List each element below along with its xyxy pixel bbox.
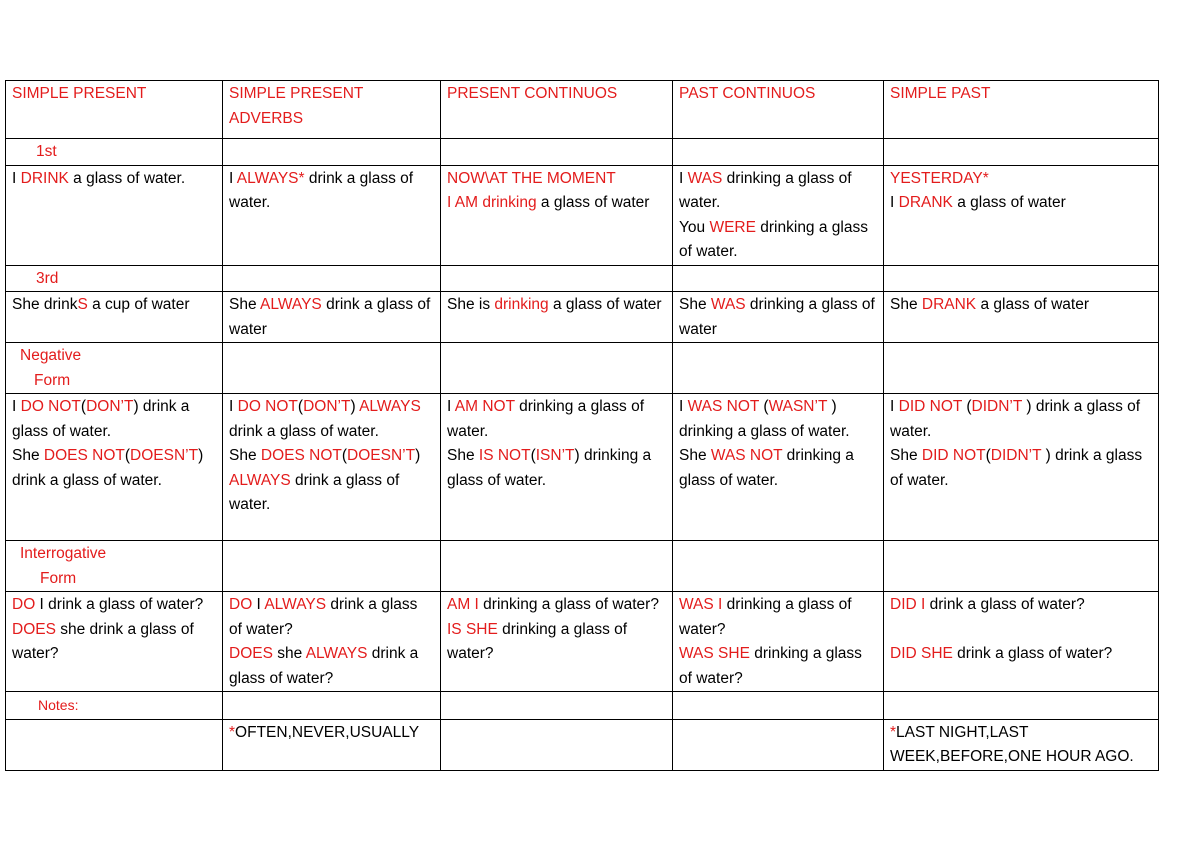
section-label-cell [6, 692, 223, 720]
keyword: ALWAYS [305, 645, 368, 662]
keyword: DOESN’T [130, 447, 199, 464]
text-segment: ( [80, 398, 87, 415]
example-cell [441, 592, 673, 692]
sentence-line [679, 395, 877, 444]
example-cell [441, 394, 673, 541]
sentence-line [229, 593, 434, 642]
text-segment: She [679, 296, 711, 313]
keyword: DOES [229, 645, 273, 662]
keyword: DON’T [303, 398, 351, 415]
sentence-line [12, 395, 216, 444]
text-segment: ( [124, 447, 131, 464]
keyword: S [77, 296, 88, 313]
section-label-negative: Negative [20, 347, 82, 364]
sentence-line [229, 167, 434, 216]
text-segment: drinking a glass of water? [679, 596, 852, 638]
text-segment: You [679, 218, 710, 236]
sentence-line [447, 444, 666, 493]
sentence-line [890, 721, 1152, 770]
text-segment: ( [530, 447, 536, 464]
sentence-line [447, 721, 666, 746]
keyword: drinking [494, 296, 549, 313]
section-label-interrogative: Interrogative [20, 545, 107, 562]
keyword: I [447, 194, 455, 211]
keyword: DID SHE [890, 645, 953, 662]
text-segment: She [229, 296, 261, 313]
text-segment: drink a glass of water? [229, 596, 418, 638]
text-segment: ) [350, 398, 360, 415]
section-label-interrogative-form: Form [40, 569, 77, 587]
sentence-line [679, 593, 877, 642]
keyword: DRANK [921, 296, 977, 313]
sentence-line [679, 444, 877, 493]
text-segment: She [229, 447, 261, 464]
keyword: * [229, 723, 236, 741]
sentence-line [890, 191, 1152, 216]
text-segment: ) drink a glass of water. [890, 447, 1143, 489]
example-cell [6, 292, 223, 343]
notes-cell [673, 719, 884, 770]
keyword: ISN’T [535, 447, 575, 464]
keyword: WAS NOT [710, 447, 783, 464]
text-segment: drinking a glass of water. [679, 447, 854, 489]
text-segment: I [679, 169, 688, 187]
sentence-line [447, 395, 666, 444]
text-segment: drink a glass of water [229, 296, 431, 338]
example-cell [223, 165, 441, 265]
text-segment: she drink a glass of water? [12, 620, 194, 662]
text-segment: She [12, 447, 44, 464]
text-segment: ) drinking a glass of water. [447, 447, 652, 489]
example-cell [223, 394, 441, 541]
example-cell [884, 592, 1159, 692]
sentence-line [679, 721, 877, 746]
text-segment: drinking a glass of water? [478, 596, 659, 613]
header-past-continuous: PAST CONTINUOS [673, 81, 884, 139]
sentence-line [447, 618, 666, 667]
sentence-line [447, 593, 666, 618]
text-segment: a glass of water [548, 296, 662, 313]
sentence-line [229, 293, 434, 342]
section-label-negative-form: Form [34, 371, 71, 389]
sentence-line [12, 167, 216, 192]
text-segment: drinking a glass of water. [679, 169, 852, 211]
keyword: IS NOT [478, 447, 531, 464]
text-segment: she [272, 645, 306, 662]
header-present-continuous: PRESENT CONTINUOS [441, 81, 673, 139]
notes-cell [441, 719, 673, 770]
text-segment: a glass of water. [68, 169, 186, 187]
keyword: DIDN’T [990, 447, 1042, 464]
section-row-first-person [6, 139, 1159, 166]
keyword: DO NOT [20, 398, 81, 415]
text-segment: ( [341, 447, 348, 464]
example-cell [673, 592, 884, 692]
section-row-third-person [6, 265, 1159, 292]
keyword: ALWAYS [229, 471, 291, 489]
example-cell [441, 165, 673, 265]
sentence-line [890, 444, 1152, 493]
example-cell [6, 165, 223, 265]
interrogative-row [6, 592, 1159, 692]
keyword: DRINK [20, 169, 69, 187]
text-segment: I [447, 398, 455, 415]
section-label-cell [6, 139, 223, 166]
example-cell [223, 592, 441, 692]
text-segment: ( [759, 398, 769, 415]
text-segment: drinking a glass of water. [679, 218, 868, 260]
text-segment: ) drink a glass of water. [12, 398, 190, 440]
section-row-notes [6, 692, 1159, 720]
negative-row [6, 394, 1159, 541]
example-cell [884, 394, 1159, 541]
sentence-line [229, 642, 434, 691]
keyword: AM I [447, 596, 479, 613]
text-segment: ( [985, 447, 991, 464]
keyword: AM NOT [454, 398, 515, 415]
example-cell [441, 292, 673, 343]
section-label-cell [6, 541, 223, 592]
keyword: DOES [12, 620, 56, 638]
text-segment: ( [962, 398, 972, 415]
keyword: DIDN’T [971, 398, 1023, 415]
text-segment: She drink [12, 296, 78, 313]
keyword: DOES NOT [260, 447, 342, 464]
section-label-third-person: 3rd [36, 269, 59, 287]
keyword: DO NOT [237, 398, 298, 415]
example-cell [6, 394, 223, 541]
notes-cell [884, 719, 1159, 770]
sentence-line [679, 167, 877, 216]
sentence-line [890, 395, 1152, 444]
sentence-line [229, 721, 434, 746]
third-person-row [6, 292, 1159, 343]
tense-comparison-table [5, 80, 1159, 771]
text-segment: She is [447, 296, 495, 313]
first-person-row [6, 165, 1159, 265]
text-segment: She [679, 447, 711, 464]
sentence-line [229, 444, 434, 518]
keyword: DID NOT [921, 447, 986, 464]
text-segment: I [890, 398, 899, 415]
header-simple-present-adverbs: SIMPLE PRESENT ADVERBS [223, 81, 441, 139]
sentence-line [679, 642, 877, 691]
text-segment: She [890, 447, 922, 464]
text-segment: a glass of water [536, 194, 650, 211]
example-cell [673, 394, 884, 541]
text-segment: drink a glass of water. [229, 422, 379, 440]
text-segment: ) drink a glass of water. [12, 447, 204, 489]
sentence-line [12, 293, 216, 318]
text-segment: drink a glass of water? [229, 645, 419, 687]
keyword: ALWAYS [260, 296, 322, 313]
text-segment: drink a glass of water. [229, 169, 414, 211]
keyword: WAS I [679, 596, 723, 613]
text-segment: I [890, 194, 899, 211]
keyword: YESTERDAY* [890, 169, 989, 187]
text-segment: I [252, 596, 265, 613]
sentence-line [12, 618, 216, 667]
text-segment: I [229, 398, 238, 415]
sentence-line [890, 293, 1152, 318]
notes-cell [6, 719, 223, 770]
example-cell [223, 292, 441, 343]
section-label-first-person: 1st [36, 143, 57, 160]
keyword: DOES NOT [43, 447, 125, 464]
keyword: WAS [710, 296, 746, 313]
keyword: WAS [687, 169, 723, 187]
header-row [6, 81, 1159, 139]
text-segment: ) [415, 447, 421, 464]
text-segment: drink a glass of water? [925, 596, 1085, 613]
keyword: ALWAYS [264, 596, 327, 613]
text-segment: She [890, 296, 922, 313]
text-segment: I [679, 398, 688, 415]
sentence-line [890, 618, 1152, 643]
text-segment: I drink a glass of water? [35, 596, 204, 613]
section-label-notes: Notes: [38, 697, 79, 713]
sentence-line [229, 395, 434, 444]
keyword: AM drinking [454, 194, 537, 211]
text-segment: OFTEN,NEVER,USUALLY [235, 723, 420, 741]
section-label-cell [6, 265, 223, 292]
sentence-line [679, 293, 877, 342]
text-segment: drink a glass of water. [229, 471, 400, 513]
keyword: WERE [709, 218, 756, 236]
example-cell [884, 165, 1159, 265]
keyword: WAS NOT [687, 398, 760, 415]
text-segment: LAST NIGHT,LAST WEEK,BEFORE,ONE HOUR AGO. [890, 723, 1134, 765]
sentence-line [12, 444, 216, 493]
header-simple-past: SIMPLE PAST [884, 81, 1159, 139]
sentence-line [679, 216, 877, 265]
keyword: DON’T [86, 398, 134, 415]
sentence-line [447, 191, 666, 216]
text-segment: I [12, 169, 21, 187]
keyword: DOESN’T [347, 447, 416, 464]
sentence-line [447, 167, 666, 192]
example-cell [673, 292, 884, 343]
text-segment: drinking a glass of water? [679, 645, 862, 687]
text-segment: ) drink a glass of water. [890, 398, 1141, 440]
keyword: WAS SHE [679, 645, 750, 662]
header-simple-present: SIMPLE PRESENT [6, 81, 223, 139]
text-segment: a glass of water [976, 296, 1090, 313]
keyword: * [890, 723, 897, 741]
text-segment: drink a glass of water? [952, 645, 1113, 662]
sentence-line [890, 167, 1152, 192]
sentence-line [447, 293, 666, 318]
keyword: DO [12, 596, 36, 613]
text-segment: I [229, 169, 237, 187]
keyword: DID I [890, 596, 926, 613]
section-row-interrogative [6, 541, 1159, 592]
section-label-cell [6, 343, 223, 394]
example-cell [673, 165, 884, 265]
keyword: DRANK [898, 194, 953, 211]
text-segment: drinking a glass of water [679, 296, 875, 338]
section-row-negative [6, 343, 1159, 394]
sentence-line [890, 593, 1152, 618]
keyword: ALWAYS* [236, 169, 305, 187]
text-segment: I [12, 398, 21, 415]
text-segment: She [447, 447, 479, 464]
keyword: NOW\AT THE MOMENT [447, 169, 616, 187]
keyword: WASN’T [768, 398, 828, 415]
text-segment: ( [297, 398, 304, 415]
sentence-line [890, 642, 1152, 667]
notes-row [6, 719, 1159, 770]
text-segment: ) drinking a glass of water. [679, 398, 850, 440]
sentence-line [12, 721, 216, 746]
text-segment: a cup of water [87, 296, 190, 313]
keyword: DO [229, 596, 253, 613]
text-segment: a glass of water [952, 194, 1066, 211]
keyword: DID NOT [898, 398, 963, 415]
text-segment: drinking a glass of water? [447, 620, 628, 662]
sentence-line [12, 593, 216, 618]
example-cell [884, 292, 1159, 343]
example-cell [6, 592, 223, 692]
keyword: ALWAYS [359, 398, 421, 415]
text-segment: drinking a glass of water. [447, 398, 645, 440]
notes-cell [223, 719, 441, 770]
keyword: IS SHE [447, 620, 498, 638]
